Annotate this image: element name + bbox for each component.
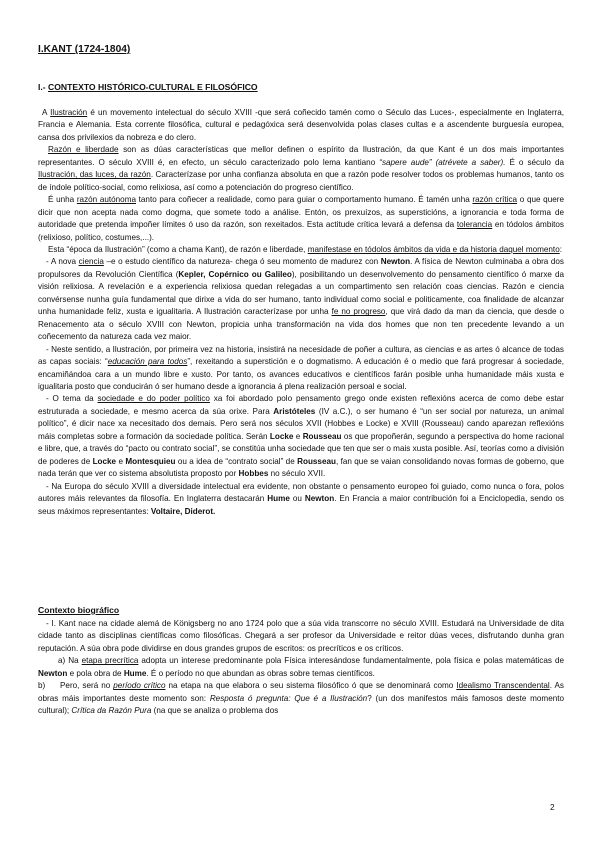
name-rousseau-2: Rousseau bbox=[297, 456, 336, 466]
section-number: I.- bbox=[38, 82, 49, 92]
section-heading bbox=[38, 82, 258, 92]
term-sociedade-poder: sociedade e do poder político bbox=[97, 394, 210, 404]
name-hume-2: Hume bbox=[123, 668, 147, 678]
name-aristoteles: Aristóteles bbox=[273, 406, 316, 416]
page-number: 2 bbox=[550, 802, 555, 812]
term-fe-progreso: fe no progreso bbox=[331, 307, 386, 317]
item-periodo-critico: b) Pero, será no período crítico na etapa na que elabora o seu sistema filosófico ó que se denominará como Idealismo Transcendental. As obras máis importantes deste momento son: Resposta ó pregunta: Que é a Ilustración? (un dos manifestos máis famosos deste momento cultural); Crítica da Razón Pura (na que se analiza o problema dos bbox=[38, 681, 565, 716]
term-periodo-critico: período crítico bbox=[113, 681, 166, 691]
historical-context-body bbox=[38, 107, 564, 518]
item-label-b: b) bbox=[38, 681, 46, 691]
paragraph-educacion: - Neste sentido, a Ilustración, por primeira vez na historia, insistirá na necesidade de poñer a cultura, as ciencias e as artes ó alcance de todas as capas sociais: “educación para todos”, rexeitando a superstición e o dogmatismo. A educación é o medio que fará progresar á sociedade, encamiñándoa cara a un mundo libre e xusto. Por tanto, os avances educativos e científicos farán posible unha humanidade máis xusta e igualitaria posto que conducirán ó ser humano desde a ignorancia á plena realización persoal e social. bbox=[38, 344, 565, 391]
term-razon-critica: razón crítica bbox=[472, 195, 518, 205]
name-locke: Locke bbox=[269, 431, 294, 441]
name-newton: Newton bbox=[380, 257, 411, 267]
name-locke-2: Locke bbox=[92, 456, 117, 466]
paragraph-razon-liberdade: Razón e liberdade son as dúas características que mellor definen o espírito da Ilustración, da que Kant é un dos mais importantes representantes. O século XVIII é, en efecto, un século caracterizado polo lema kantiano “sapere aude” (atrévete a saber). É o século da Ilustración, das luces, da razón. Caracterízase por unha confianza absoluta en que a razón pode resolver todos os problemas humanos, tanto os de índole político-social, como relixiosa, así como a potenciación do progreso científico. bbox=[38, 145, 564, 192]
names-scientists: Kepler, Copérnico ou Galileo bbox=[178, 269, 292, 279]
term-seculo-luces: Ilustración, das luces, da razón bbox=[38, 170, 151, 180]
biographical-heading: Contexto biográfico bbox=[38, 605, 120, 615]
term-razon-autonoma: razón autónoma bbox=[76, 195, 136, 205]
work-resposta: Resposta ó pregunta: Que é a Ilustración bbox=[209, 693, 368, 703]
paragraph-europa: - Na Europa do século XVIII a diversidade intelectual era evidente, non obstante o pensamento europeo foi guiado, como nunca o fora, polos autores máis relevantes da filosofía. En Inglaterra destacarán Hume ou Newton. En Francia a maior contribución foi a Enciclopedia, sendo os seus máximos representantes: Voltaire, Diderot. bbox=[38, 481, 564, 516]
name-newton-2: Newton bbox=[304, 494, 335, 504]
section-title: CONTEXTO HISTÓRICO-CULTURAL E FILOSÓFICO bbox=[48, 82, 258, 92]
paragraph-epoca-ilustracion: Esta “época da Ilustración” (como a chama Kant), de razón e liberdade, manifestase en tódolos ámbitos da vida e da historia daquel momento: bbox=[48, 244, 562, 254]
term-educacion-todos: educación para todos bbox=[107, 357, 188, 367]
paragraph-razon-autonoma: É unha razón autónoma tanto para coñecer a realidade, como para guiar o comportamento humano. É tamén unha razón crítica o que quere dicir que non acepta nada como dogma, que somete todo a análise. Entón, os prexuízos, as supersticións, a ignorancia e toda forma de autoridade que pretenda impoñer límites ó uso da razón, son rexeitados. Esta actitude crítica levará a defensa da tolerancia en tódolos ámbitos (relixioso, político, costumes,...). bbox=[38, 195, 564, 242]
name-rousseau: Rousseau bbox=[302, 431, 342, 441]
term-tolerancia: tolerancia bbox=[456, 220, 493, 230]
document-title: I.KANT (1724-1804) bbox=[38, 44, 131, 55]
item-etapa-precritica: a) Na etapa precrítica adopta un interese predominante pola Física interesándose fundamentalmente, pola física e polas matemáticas de Newton e pola obra de Hume. É o período no que abundan as obras sobre temas científicos. bbox=[38, 656, 564, 678]
term-razon-liberdade: Razón e liberdade bbox=[48, 145, 119, 155]
biographical-body bbox=[38, 618, 564, 718]
paragraph-ilustracion: A Ilustración é un movemento intelectual do século XVIII -que será coñecido tamén como o Século das Luces-, especialmente en Inglaterra, Francia e Alemania. Esta corrente filosófica, cultural e pedagóxica será desenvolvida polas clases cultas e a ascendente burguesía europea, cansa dos privilexios da nobreza e do clero. bbox=[38, 108, 565, 142]
paragraph-sociedade-poder: - O tema da sociedade e do poder político xa foi abordado polo pensamento grego onde existen reflexións acerca de como debe estar estruturada a sociedade, e mesmo acerca da súa orixe. Para Aristóteles (IV a.C.), o ser humano é “un ser social por natureza, un animal político”, é dicir nace xa necesitado dos demais. Pero será nos séculos XVII (Hobbes e Locke) e XVIII (Rousseau) cando aparezan reflexións máis completas sobre a formación da sociedade política. Serán Locke e Rousseau os que propoñerán, segundo a perspectiva do home racional e libre, que, a través do “pacto ou contrato social”, se constitúa unha sociedade que ten que ser o mais xusta posible. Así, teorías como a división de poderes de Locke e Montesquieu ou a idea de “contrato social” de Rousseau, fan que se vaian consolidando novas formas de goberno, que nada terán que ver co sistema absolutista proposto por Hobbes no século XVII. bbox=[38, 394, 564, 479]
name-newton-3: Newton bbox=[38, 668, 68, 678]
motto-sapere-aude: “sapere aude” (atrévete a saber). bbox=[379, 157, 506, 167]
paragraph-ciencia: - A nova ciencia –e o estudo científico da natureza- chega ó seu momento de madurez con Newton. A física de Newton culminaba a obra dos propulsores da Revolución Científica (Kepler, Copérnico ou Galileo), posibilitando un desenvolvemento do pensamento científico ó marxe da visión relixiosa. A revelación e a experiencia relixiosa quedan relegadas a un compartimento sen relación coas ciencias. Razón e ciencia convérsense nunha guía fundamental que dirixe a vida do ser humano, tanto individual como social e politicamente, coa finalidade de alcanzar unha humanidade feliz, xusta e igualitaria. A Ilustración caracterízase por unha fe no progreso, que virá dado da man da ciencia, que desde o Renacemento ata o século XVIII con Newton, propicia unha transformación na vida dos homes que non ten precedente levando a un coñecemento da natureza cada vez maior. bbox=[38, 257, 564, 342]
work-critica-razon-pura: Crítica da Razón Pura bbox=[71, 706, 152, 716]
name-hume: Hume bbox=[267, 494, 290, 504]
term-etapa-precritica: etapa precrítica bbox=[81, 656, 139, 666]
term-ambitos: manifestase en tódolos ámbitos da vida e da historia daquel momento bbox=[307, 244, 560, 254]
item-label-a: a) bbox=[58, 656, 66, 666]
names-encyclopedists: Voltaire, Diderot. bbox=[150, 506, 216, 516]
name-montesquieu: Montesquieu bbox=[125, 456, 176, 466]
name-hobbes: Hobbes bbox=[238, 469, 269, 479]
term-ciencia: ciencia bbox=[78, 257, 104, 267]
term-ilustracion: Ilustración bbox=[50, 108, 88, 117]
paragraph-kant-life: - I. Kant nace na cidade alemá de Königsberg no ano 1724 polo que a súa vida transcorre no século XVIII. Estudará na Universidade de dita cidade tanto as disciplinas científicas como filosóficas. Chegará a ser profesor da Universidade e reitor dúas veces, disfrutando dunha gran reputación. A súa obra pode dividirse en dous grandes grupos de escritos: os precríticos e os críticos. bbox=[38, 619, 564, 653]
term-idealismo-transcendental: Idealismo Transcendental bbox=[456, 681, 550, 691]
